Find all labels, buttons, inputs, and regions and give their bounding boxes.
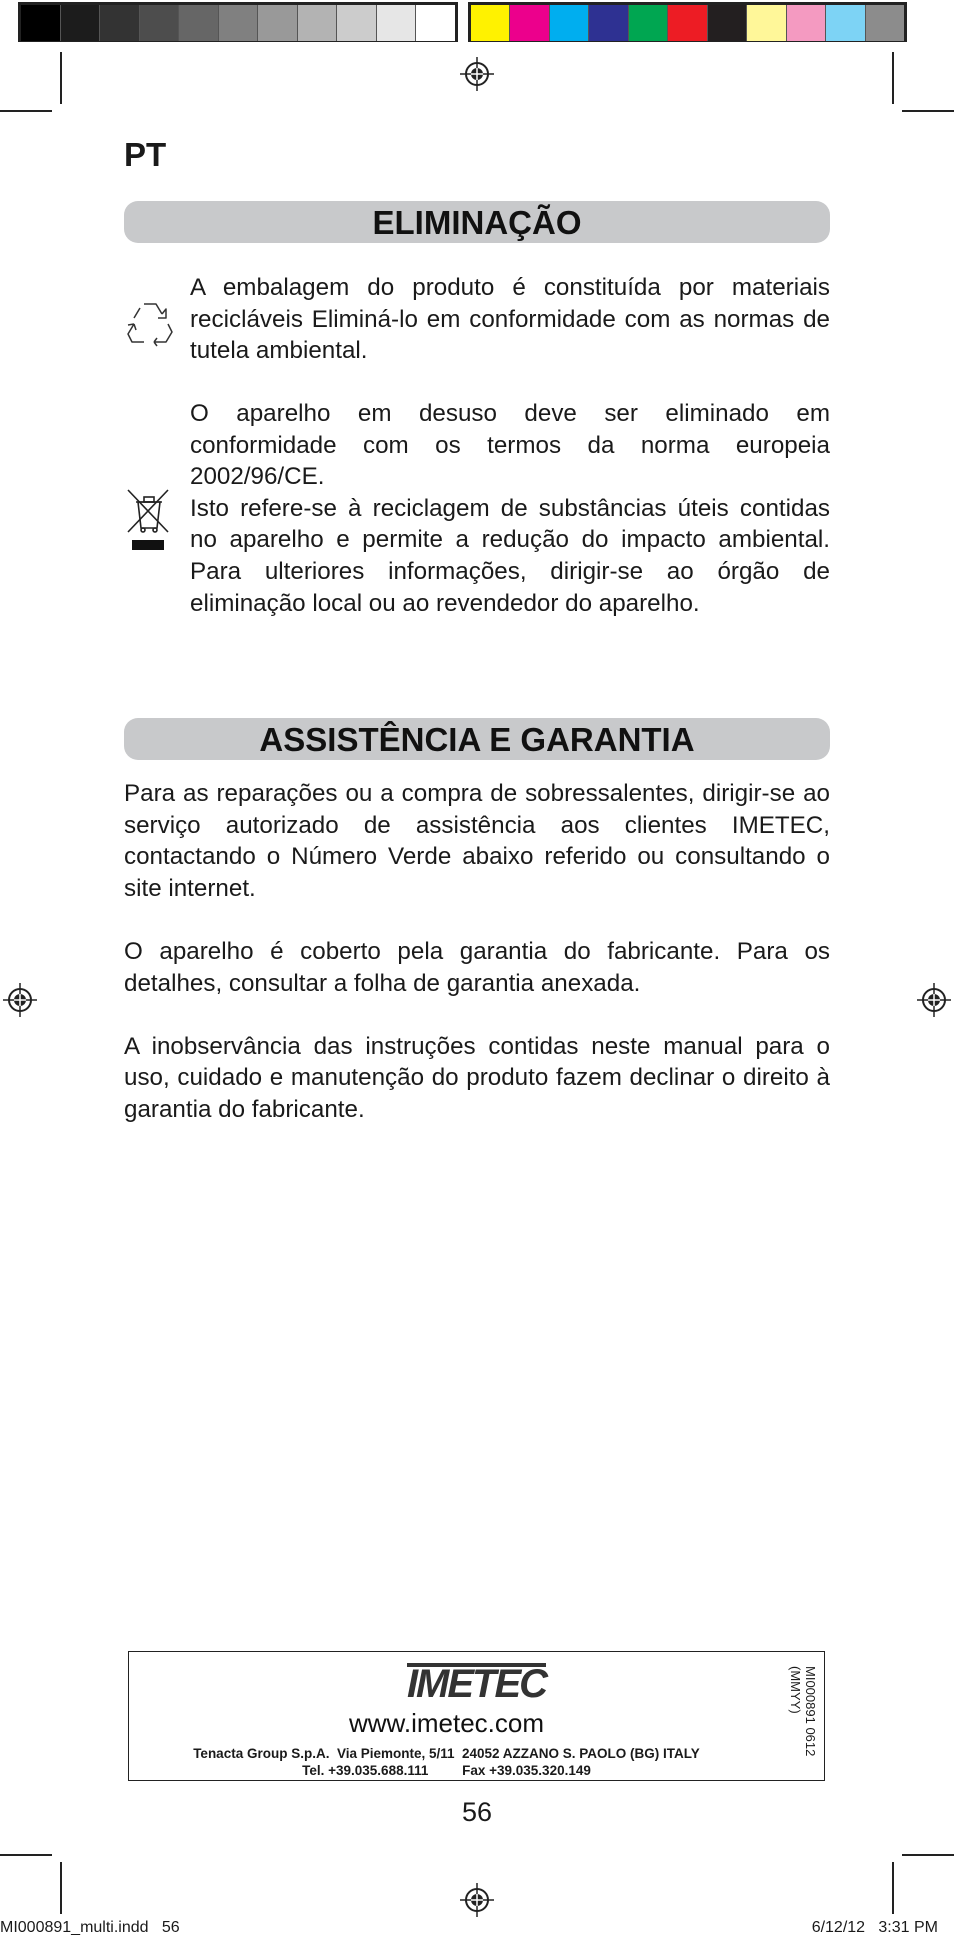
registration-mark-icon: [460, 1883, 494, 1917]
crop-mark: [60, 1862, 62, 1914]
color-swatches: [468, 2, 908, 42]
crossed-bin-icon: [126, 488, 172, 552]
doc-date: 0612 (MMYY): [788, 1666, 818, 1757]
warranty-paragraph-2: O aparelho é coberto pela garantia do fabricante. Para os detalhes, consultar a folha de garantia anexada.: [124, 937, 830, 997]
color-swatch: [61, 5, 101, 41]
color-swatch: [668, 5, 708, 41]
crop-mark: [902, 110, 954, 112]
color-swatch: [629, 5, 669, 41]
registration-mark-icon: [460, 57, 494, 91]
crop-mark: [60, 52, 62, 104]
color-swatch: [747, 5, 787, 41]
color-swatch: [21, 5, 61, 41]
doc-code: MI000891: [803, 1666, 818, 1724]
color-swatch: [140, 5, 180, 41]
color-swatch: [787, 5, 827, 41]
warranty-text: [124, 778, 830, 1126]
color-swatch: [298, 5, 338, 41]
logo-text: IMETEC: [406, 1662, 547, 1706]
color-swatch: [219, 5, 259, 41]
website-url: www.imetec.com: [348, 1708, 545, 1738]
warranty-paragraph-1: Para as reparações ou a compra de sobressalentes, dirigir-se ao serviço autorizado de assistência aos clientes IMETEC, contactando o Número Verde abaixo referido ou consultando o site internet.: [124, 780, 830, 902]
crop-mark: [902, 1854, 954, 1856]
company-address: [129, 1745, 764, 1779]
language-label: PT: [124, 136, 167, 173]
disposal-heading: ELIMINAÇÃO: [124, 201, 830, 243]
packaging-disposal-paragraph: A embalagem do produto é constituída por materiais recicláveis Eliminá-lo em conformidade com as normas de tutela ambiental.: [190, 274, 830, 365]
color-swatch: [100, 5, 140, 41]
slug-file-name: MI000891_multi.indd 56: [0, 1919, 180, 1936]
color-swatch: [377, 5, 417, 41]
warranty-heading: ASSISTÊNCIA E GARANTIA: [124, 718, 830, 760]
slug-timestamp: 6/12/12 3:31 PM: [811, 1919, 938, 1936]
color-swatch: [589, 5, 629, 41]
document-code: [788, 1666, 818, 1780]
color-swatch: [258, 5, 298, 41]
color-swatch: [826, 5, 866, 41]
recycle-icon: [124, 298, 176, 348]
grayscale-swatches: [18, 2, 458, 42]
crop-mark: [892, 52, 894, 104]
manufacturer-info-box: [128, 1651, 825, 1781]
phone-fax-line: Tel. +39.035.688.111 Fax +39.035.320.149: [302, 1763, 591, 1778]
weee-paragraph-1: O aparelho em desuso deve ser eliminado em conformidade com os termos da norma europeia 2002/96/CE.: [190, 400, 830, 491]
color-swatch: [337, 5, 377, 41]
color-swatch: [471, 5, 511, 41]
warranty-paragraph-3: A inobservância das instruções contidas neste manual para o uso, cuidado e manutenção do produto fazem declinar o direito à garantia do fabricante.: [124, 1032, 830, 1123]
color-swatch: [708, 5, 748, 41]
crop-mark: [0, 1854, 52, 1856]
crop-mark: [892, 1862, 894, 1914]
color-swatch: [866, 5, 905, 41]
print-color-bar: [18, 2, 907, 42]
color-swatch: [179, 5, 219, 41]
crop-mark: [0, 110, 52, 112]
page-number: 56: [461, 1797, 493, 1827]
registration-mark-icon: [917, 983, 951, 1017]
color-swatch: [550, 5, 590, 41]
packaging-disposal-text: [190, 272, 830, 367]
color-swatch: [510, 5, 550, 41]
address-line: Tenacta Group S.p.A. Via Piemonte, 5/11 24052 AZZANO S. PAOLO (BG) ITALY: [193, 1746, 700, 1761]
color-swatch: [416, 5, 455, 41]
imetec-logo: [129, 1662, 824, 1707]
registration-mark-icon: [3, 983, 37, 1017]
weee-paragraph-2: Isto refere-se à reciclagem de substâncias úteis contidas no aparelho e permite a redução do impacto ambiental. Para ulteriores informações, dirigir-se ao órgão de eliminação local ou ao revendedor do aparelho.: [190, 494, 830, 617]
weee-disposal-text: [190, 398, 830, 619]
